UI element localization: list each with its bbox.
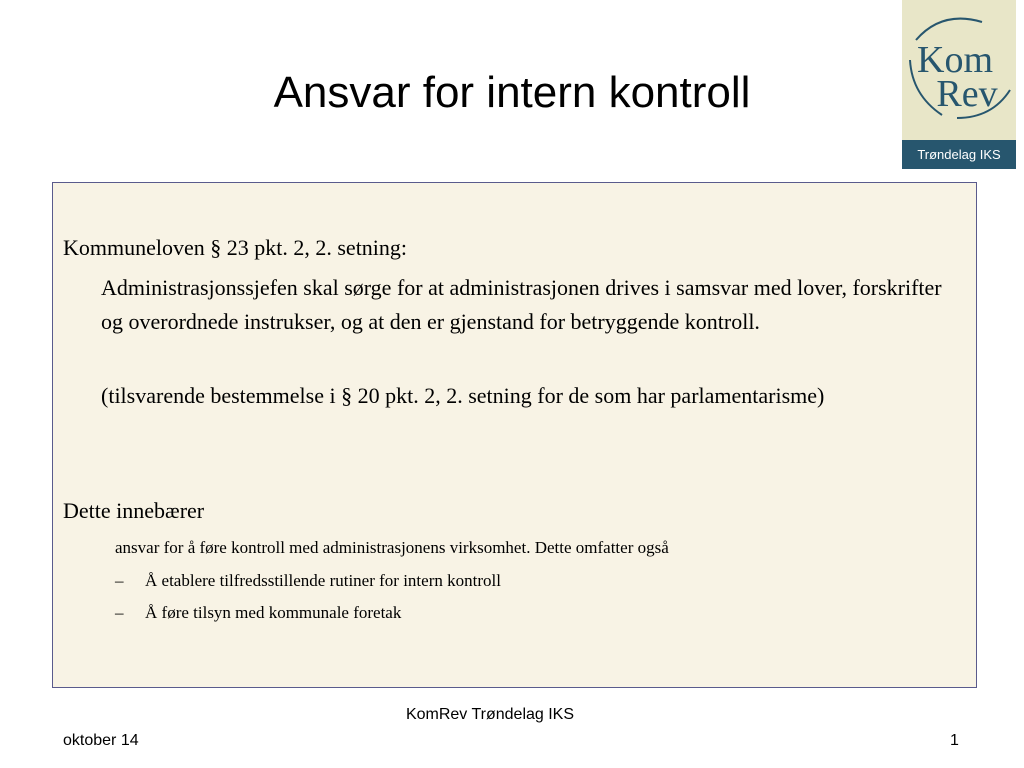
law-text: Administrasjonssjefen skal sørge for at administrasjonen drives i samsvar med lover, forskrifter og overordnede instrukser, og at den er gjenstand for betryggende kontroll. xyxy=(101,275,942,334)
law-heading: Kommuneloven § 23 pkt. 2, 2. setning: xyxy=(63,235,408,260)
sub-item-text: Å føre tilsyn med kommunale foretak xyxy=(145,603,402,622)
logo-kom-text: Kom xyxy=(917,39,993,81)
footer-page-number: 1 xyxy=(950,732,959,749)
dash-bullet: – xyxy=(115,571,124,590)
footer-organization: KomRev Trøndelag IKS xyxy=(405,706,575,723)
logo-band: Trøndelag IKS xyxy=(902,140,1016,169)
implies-heading: Dette innebærer xyxy=(63,498,205,523)
footer-date: oktober 14 xyxy=(63,732,139,749)
slide-title: Ansvar for intern kontroll xyxy=(273,68,751,117)
implies-text: ansvar for å føre kontroll med administrasjonens virksomhet. Dette omfatter også xyxy=(115,538,669,557)
content-box xyxy=(52,182,977,688)
logo-rev-text: Rev xyxy=(936,73,998,115)
law-note: (tilsvarende bestemmelse i § 20 pkt. 2, 2. setning for de som har parlamentarisme) xyxy=(101,383,825,408)
komrev-logo xyxy=(902,0,1016,169)
sub-item-text: Å etablere tilfredsstillende rutiner for intern kontroll xyxy=(145,571,501,590)
dash-bullet: – xyxy=(115,603,124,622)
sub-item-2 xyxy=(115,603,401,623)
sub-item-1 xyxy=(115,571,501,591)
